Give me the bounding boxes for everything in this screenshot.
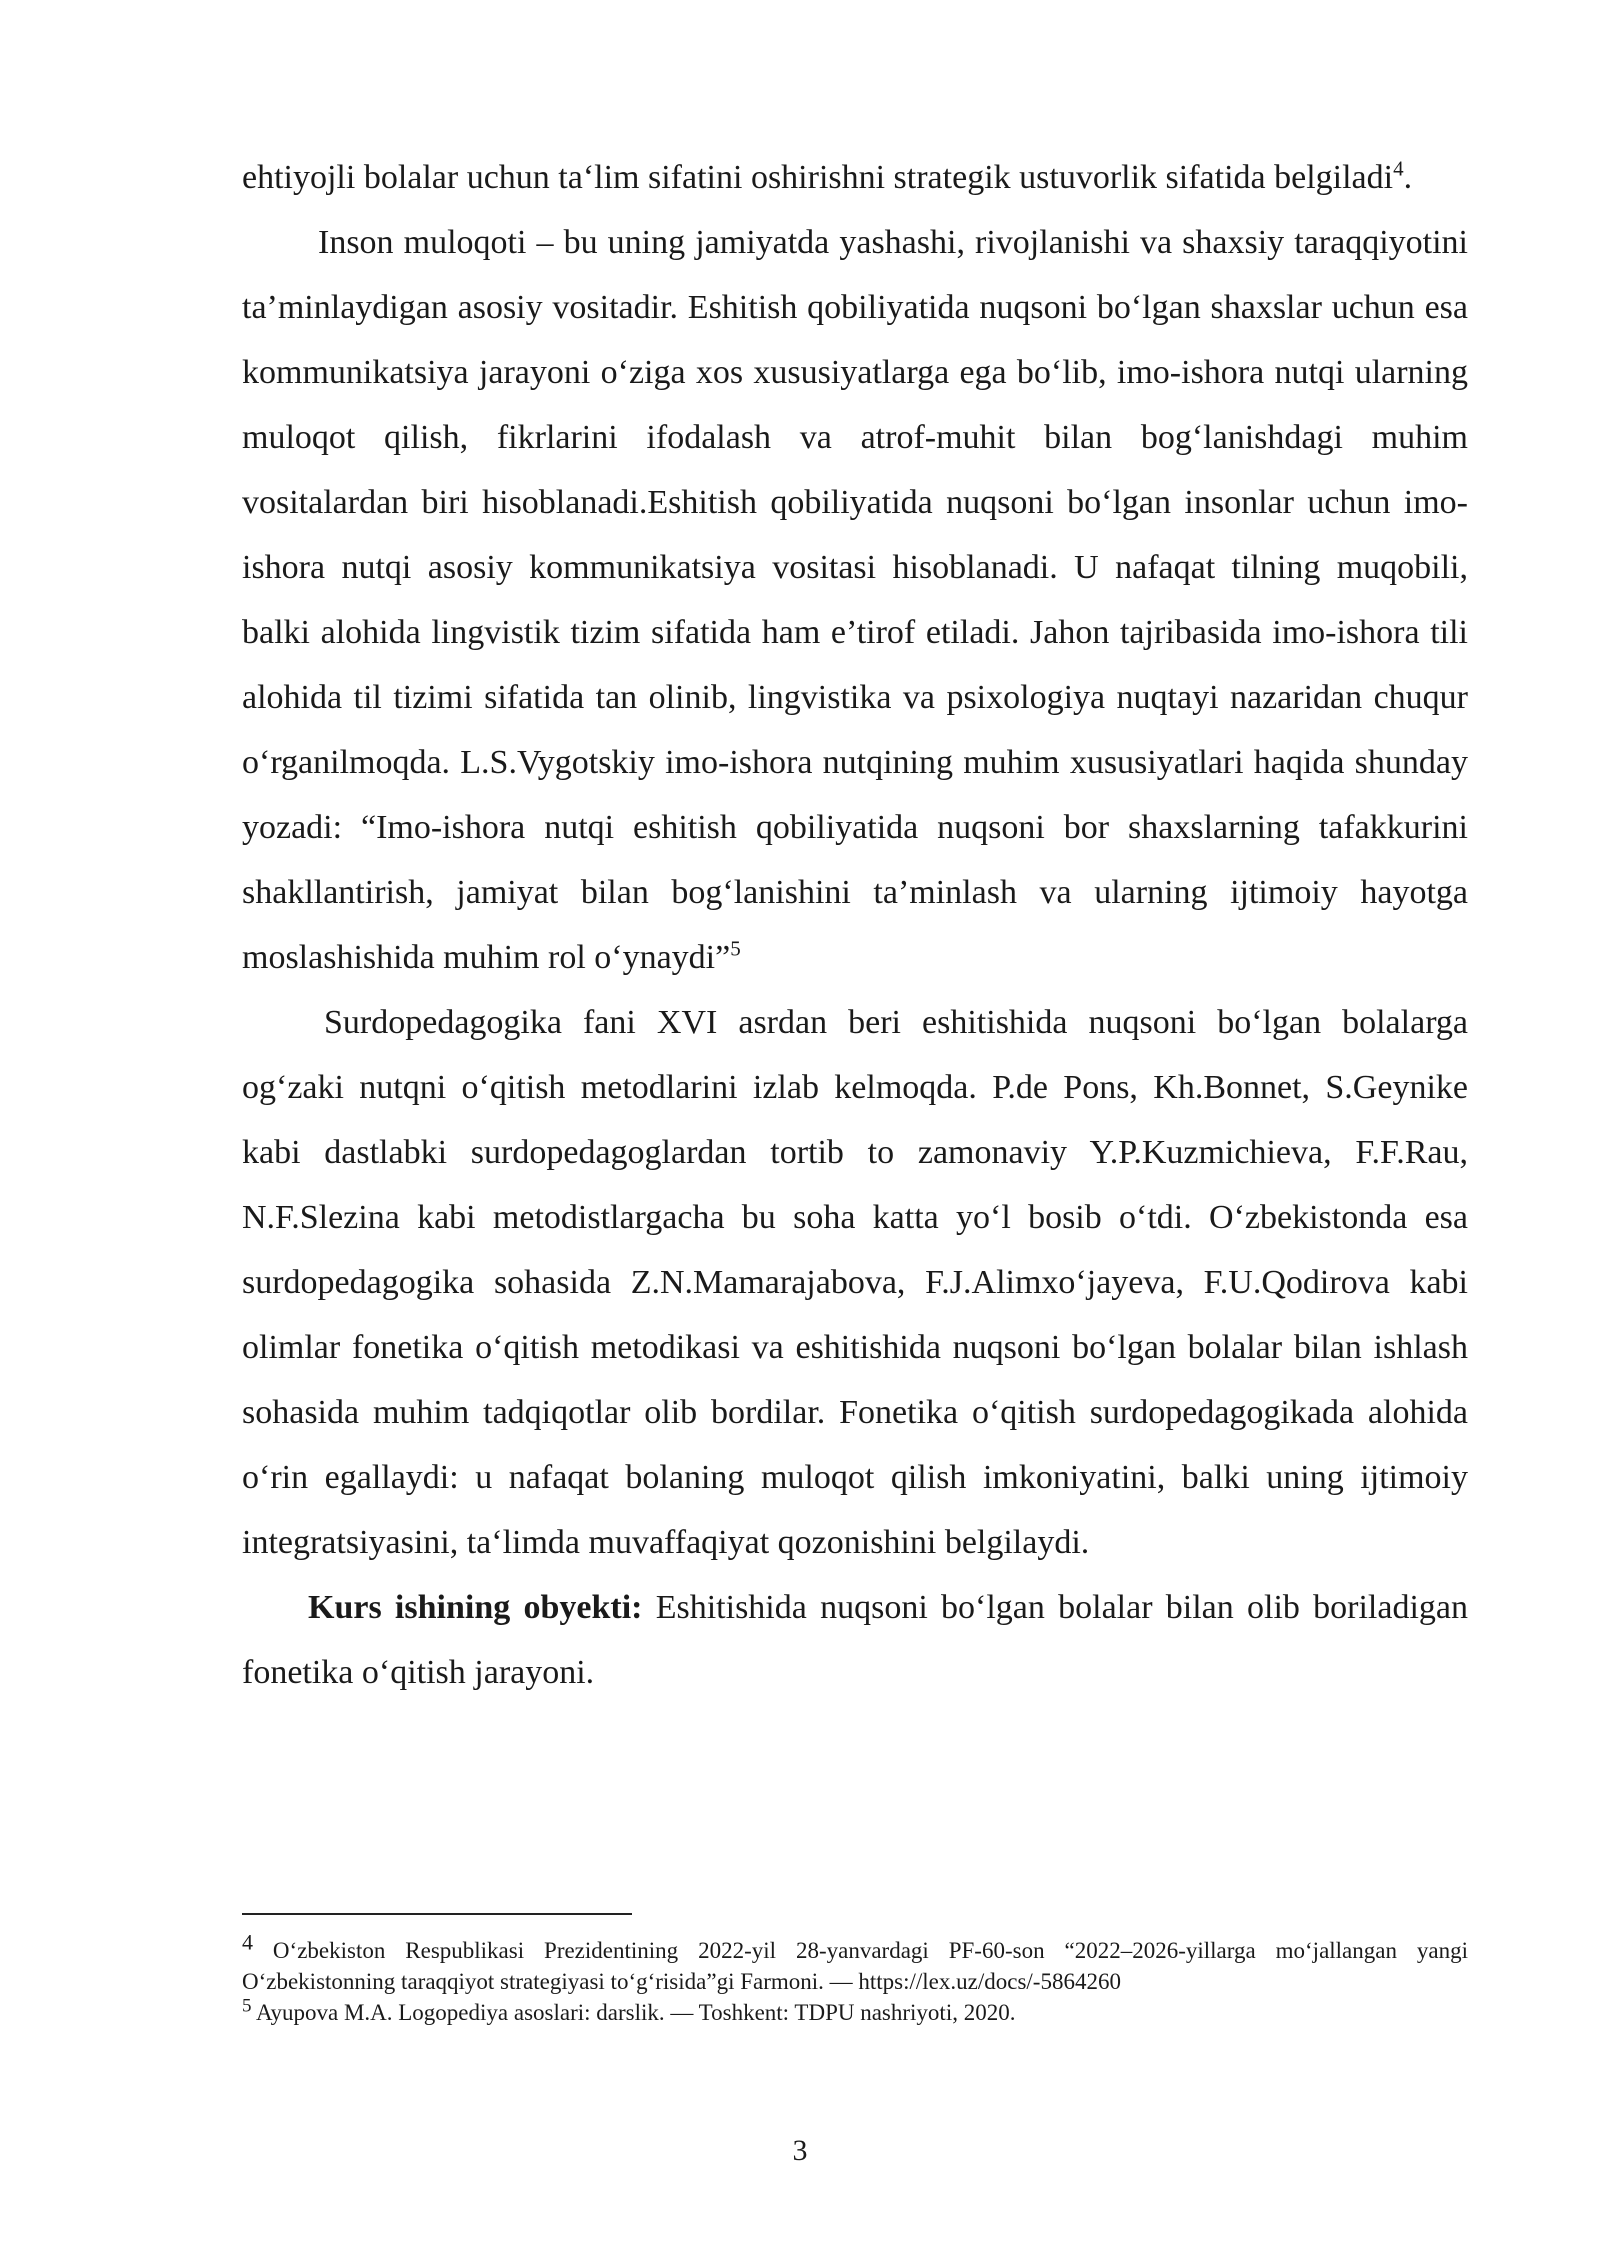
paragraph-text: ehtiyojli bolalar uchun ta‘lim sifatini oshirishni strategik ustuvorlik sifatida belgiladi [242,159,1394,196]
footnote-separator [242,1913,632,1915]
paragraph-text: . [1403,159,1413,196]
page-number: 3 [792,2134,808,2167]
paragraph-text: Surdopedagogika fani XVI asrdan beri eshitishida nuqsoni bo‘lgan bolalarga og‘zaki nutqni o‘qitish metodlarini izlab kelmoqda. P.de Pons, Kh.Bonnet, S.Geynike kabi dastlabki surdopedagoglardan tortib to zamonaviy Y.P.Kuzmichieva, F.F.Rau, N.F.Slezina kabi metodistlargacha bu soha katta yo‘l bosib o‘tdi. O‘zbekistonda esa surdopedagogika sohasida Z.N.Mamarajabova, F.J.Alimxo‘jayeva, F.U.Qodirova kabi olimlar fonetika o‘qitish metodikasi va eshitishida nuqsoni bo‘lgan bolalar bilan ishlash sohasida muhim tadqiqotlar olib bordilar. Fonetika o‘qitish surdopedagogikada alohida o‘rin egallaydi: u nafaqat bolaning muloqot qilish imkoniyatini, balki uning ijtimoiy integratsiyasini, ta‘limda muvaffaqiyat qozonishini belgilaydi. [242,1004,1468,1561]
footnote-5 [242,1997,1468,2028]
paragraph-communication [242,210,1468,990]
footnote-mark: 5 [242,1995,252,2017]
footnotes [242,1929,1468,2028]
course-object-label: Kurs ishining obyekti: [308,1589,643,1626]
paragraph-text: Inson muloqoti – bu uning jamiyatda yashashi, rivojlanishi va shaxsiy taraqqiyotini ta’minlaydigan asosiy vositadir. Eshitish qobiliyatida nuqsoni bo‘lgan shaxslar uchun esa kommunikatsiya jarayoni o‘ziga xos xususiyatlarga ega bo‘lib, imo-ishora nutqi ularning muloqot qilish, fikrlarini ifodalash va atrof-muhit bilan bog‘lanishdagi muhim vositalardan biri hisoblanadi.Eshitish qobiliyatida nuqsoni bo‘lgan insonlar uchun imo-ishora nutqi asosiy kommunikatsiya vositasi hisoblanadi. U nafaqat tilning muqobili, balki alohida lingvistik tizim sifatida ham e’tirof etiladi. Jahon tajribasida imo-ishora tili alohida til tizimi sifatida tan olinib, lingvistika va psixologiya nuqtayi nazaridan chuqur o‘rganilmoqda. L.S.Vygotskiy imo-ishora nutqining muhim xususiyatlari haqida shunday yozadi: “Imo-ishora nutqi eshitish qobiliyatida nuqsoni bor shaxslarning tafakkurini shakllantirish, jamiyat bilan bog‘lanishini ta’minlash va ularning ijtimoiy hayotga moslashishida muhim rol o‘ynaydi” [242,224,1468,976]
footnote-text: Ayupova M.A. Logopediya asoslari: darslik. — Toshkent: TDPU nashriyoti, 2020. [251,2000,1016,2025]
footnote-4 [242,1929,1468,1997]
paragraph-course-object [242,1575,1468,1705]
paragraph-text: Eshitishida nuqsoni bo‘lgan bolalar bilan olib boriladigan fonetika o‘qitish jarayoni. [242,1589,1468,1691]
footnote-text: O‘zbekiston Respublikasi Prezidentining 2022-yil 28-yanvardagi PF-60-son “2022–2026-yillarga mo‘jallangan yangi O‘zbekistonning taraqqiyot strategiyasi to‘g‘risida”gi Farmoni. — https://lex.uz/docs/-5864260 [242,1938,1468,1994]
paragraph-continuation [242,145,1468,210]
page-body [242,145,1468,1705]
footnote-mark: 4 [242,1929,253,1955]
paragraph-surdopedagogy [242,990,1468,1575]
footnote-reference[interactable]: 5 [730,936,741,961]
footnote-reference[interactable]: 4 [1393,156,1404,181]
